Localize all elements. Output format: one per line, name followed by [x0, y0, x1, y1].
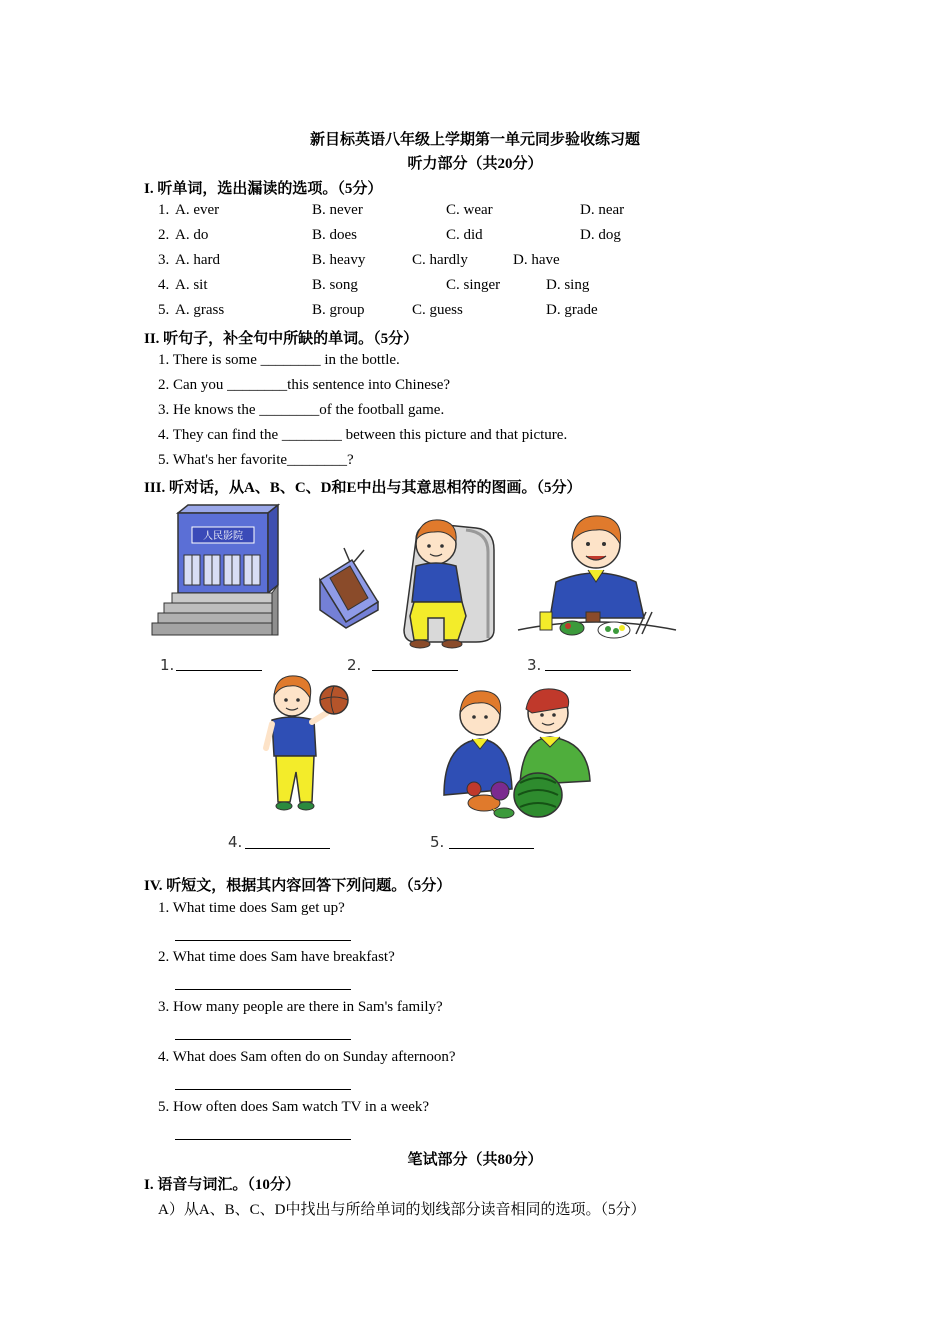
picture-label-5: 5. [430, 833, 445, 851]
option-b: B. group [312, 302, 365, 318]
answer-blank-5[interactable] [449, 848, 534, 849]
answer-line-1[interactable] [175, 940, 351, 941]
row-number: 4. [158, 277, 170, 293]
written-header: 笔试部分（共80分） [407, 1152, 543, 1168]
option-c: C. did [446, 227, 483, 243]
option-d: D. sing [546, 277, 590, 293]
picture-label-1: 1. [160, 656, 175, 674]
answer-line-3[interactable] [175, 1039, 351, 1040]
basketball-picture [262, 672, 358, 814]
option-a: A. grass [175, 302, 225, 318]
answer-line-2[interactable] [175, 989, 351, 990]
option-b: B. heavy [312, 252, 366, 268]
page-title: 新目标英语八年级上学期第一单元同步验收练习题 [309, 132, 640, 148]
sentence-item: 5. What's her favorite________? [158, 452, 354, 468]
answer-blank-4[interactable] [245, 848, 330, 849]
section4-heading: IV. 听短文，根据其内容回答下列问题。（5分） [144, 878, 452, 894]
sentence-item: 1. There is some ________ in the bottle. [158, 352, 400, 368]
answer-line-5[interactable] [175, 1139, 351, 1140]
section3-heading: III. 听对话，从A、B、C、D和E中出与其意思相符的图画。（5分） [144, 480, 582, 496]
option-b: B. song [312, 277, 358, 293]
answer-blank-2[interactable] [372, 670, 458, 671]
section2-heading: II. 听句子，补全句中所缺的单词。（5分） [144, 331, 419, 347]
sentence-item: 4. They can find the ________ between this picture and that picture. [158, 427, 568, 443]
question-item: 1. What time does Sam get up? [158, 900, 345, 916]
option-c: C. hardly [412, 252, 468, 268]
sentence-item: 3. He knows the ________of the football game. [158, 402, 445, 418]
answer-line-4[interactable] [175, 1089, 351, 1090]
row-number: 3. [158, 252, 170, 268]
option-c: C. wear [446, 202, 493, 218]
sentence-item: 2. Can you ________this sentence into Chinese? [158, 377, 451, 393]
option-d: D. grade [546, 302, 598, 318]
section1-heading: I. 听单词，选出漏读的选项。（5分） [144, 181, 383, 197]
picture-label-3: 3. [527, 656, 542, 674]
cinema-sign-text: 人民影院 [203, 531, 243, 542]
row-number: 1. [158, 202, 170, 218]
eating-picture [516, 508, 678, 646]
cinema-picture [150, 503, 280, 645]
option-b: B. does [312, 227, 357, 243]
answer-blank-1[interactable] [176, 670, 262, 671]
option-d: D. have [513, 252, 560, 268]
written-section1-sub: A）从A、B、C、D中找出与所给单词的划线部分读音相同的选项。（5分） [158, 1202, 646, 1218]
option-c: C. singer [446, 277, 501, 293]
listening-header: 听力部分（共20分） [407, 156, 543, 172]
option-b: B. never [312, 202, 363, 218]
picture-label-2: 2. [347, 656, 362, 674]
written-section1-heading: I. 语音与词汇。（10分） [144, 1177, 300, 1193]
row-number: 5. [158, 302, 170, 318]
option-a: A. do [175, 227, 209, 243]
question-item: 3. How many people are there in Sam's family? [158, 999, 443, 1015]
question-item: 4. What does Sam often do on Sunday afternoon? [158, 1049, 456, 1065]
option-c: C. guess [412, 302, 463, 318]
option-a: A. ever [175, 202, 220, 218]
row-number: 2. [158, 227, 170, 243]
option-d: D. near [580, 202, 625, 218]
tv-picture [316, 510, 501, 655]
question-item: 5. How often does Sam watch TV in a week? [158, 1099, 430, 1115]
fruit-picture [440, 685, 600, 827]
picture-label-4: 4. [228, 833, 243, 851]
option-d: D. dog [580, 227, 621, 243]
question-item: 2. What time does Sam have breakfast? [158, 949, 395, 965]
option-a: A. sit [175, 277, 208, 293]
answer-blank-3[interactable] [545, 670, 631, 671]
option-a: A. hard [175, 252, 220, 268]
